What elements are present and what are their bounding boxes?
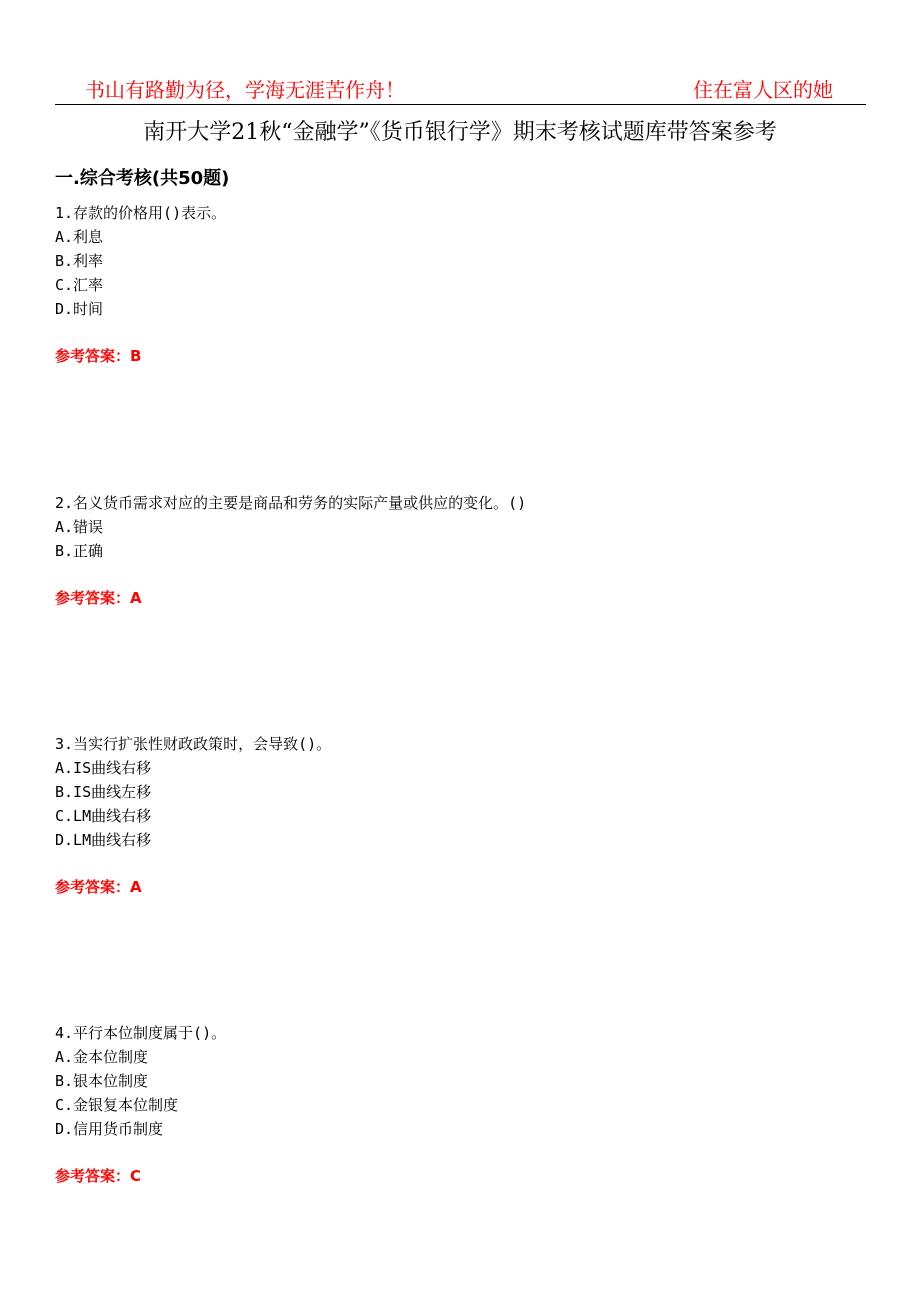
header-brand: 住在富人区的她 <box>693 78 833 102</box>
question-2 <box>55 491 865 610</box>
option-b: B.IS曲线左移 <box>55 783 152 801</box>
section-heading: 一.综合考核(共50题) <box>55 168 230 189</box>
option-c: C.LM曲线右移 <box>55 807 152 825</box>
option-b: B.利率 <box>55 252 104 270</box>
answer-label: 参考答案： <box>55 589 131 607</box>
option-a: A.IS曲线右移 <box>55 759 152 777</box>
answer-line <box>55 1164 865 1188</box>
question-4 <box>55 1021 865 1188</box>
answer-line <box>55 344 865 368</box>
answer-value: C <box>130 1167 142 1185</box>
document-title: 南开大学21秋“金融学”《货币银行学》期末考核试题库带答案参考 <box>143 120 777 145</box>
option-a: A.利息 <box>55 228 104 246</box>
answer-value: A <box>130 878 142 896</box>
option-d: D.时间 <box>55 300 104 318</box>
option-c: C.金银复本位制度 <box>55 1096 179 1114</box>
answer-line <box>55 586 865 610</box>
question-stem: 1.存款的价格用()表示。 <box>55 204 227 222</box>
option-b: B.银本位制度 <box>55 1072 149 1090</box>
option-d: D.信用货币制度 <box>55 1120 164 1138</box>
answer-line <box>55 875 865 899</box>
option-a: A.错误 <box>55 518 104 536</box>
question-stem: 4.平行本位制度属于()。 <box>55 1024 227 1042</box>
question-3 <box>55 732 865 899</box>
answer-value: A <box>130 589 142 607</box>
option-a: A.金本位制度 <box>55 1048 149 1066</box>
answer-label: 参考答案： <box>55 878 131 896</box>
header-motto: 书山有路勤为径，学海无涯苦作舟！ <box>85 78 405 102</box>
option-c: C.汇率 <box>55 276 104 294</box>
answer-label: 参考答案： <box>55 1167 131 1185</box>
question-stem: 3.当实行扩张性财政政策时，会导致()。 <box>55 735 332 753</box>
question-1 <box>55 201 865 368</box>
answer-label: 参考答案： <box>55 347 131 365</box>
option-b: B.正确 <box>55 542 104 560</box>
option-d: D.LM曲线右移 <box>55 831 152 849</box>
question-stem: 2.名义货币需求对应的主要是商品和劳务的实际产量或供应的变化。() <box>55 494 527 512</box>
page-header <box>55 68 866 105</box>
answer-value: B <box>130 347 142 365</box>
